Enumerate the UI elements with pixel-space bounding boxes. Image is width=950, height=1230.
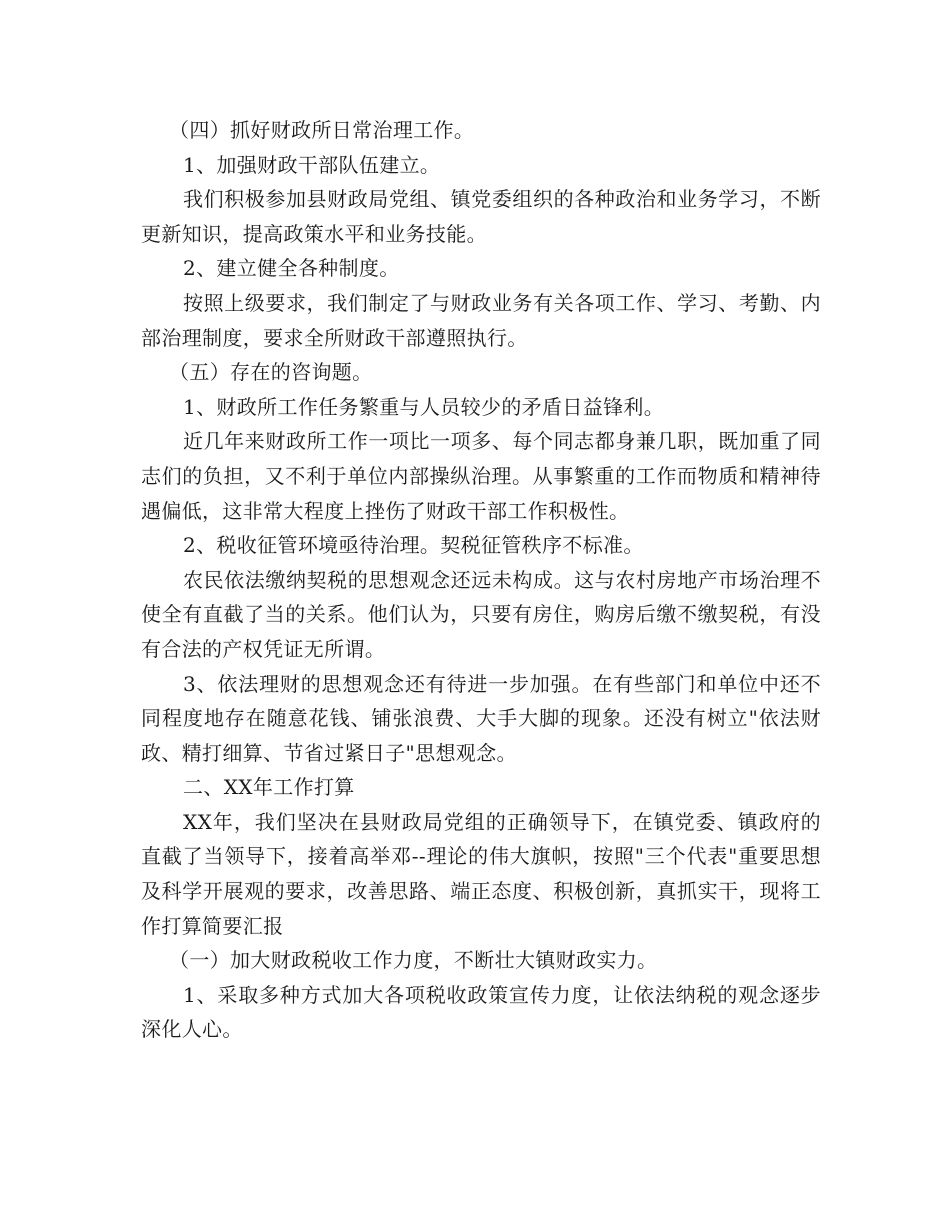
paragraph: 3、依法理财的思想观念还有待进一步加强。在有些部门和单位中还不同程度地存在随意花钱、铺张浪费、大手大脚的现象。还没有树立"依法财政、精打细算、节省过紧日子"思想观念。 xyxy=(141,671,821,765)
paragraph-section-heading: （一）加大财政税收工作力度，不断壮大镇财政实力。 xyxy=(169,948,658,973)
paragraph: 1、采取多种方式加大各项税收政策宣传力度，让依法纳税的观念逐步深化人心。 xyxy=(141,982,821,1042)
paragraph-section-heading: （四）抓好财政所日常治理工作。 xyxy=(169,118,475,142)
paragraph: XX年，我们坚决在县财政局党组的正确领导下，在镇党委、镇政府的直截了当领导下，接着高举邓--理论的伟大旗帜，按照"三个代表"重要思想及科学开展观的要求，改善思路、端正态度、积极创新，真抓实干，现将工作打算简要汇报 xyxy=(141,809,821,938)
paragraph: 按照上级要求，我们制定了与财政业务有关各项工作、学习、考勤、内部治理制度，要求全所财政干部遵照执行。 xyxy=(141,290,821,350)
paragraph-subheading: 1、加强财政干部队伍建立。 xyxy=(183,152,441,177)
paragraph: 农民依法缴纳契税的思想观念还远未构成。这与农村房地产市场治理不使全有直截了当的关系。他们认为，只要有房住，购房后缴不缴契税，有没有合法的产权凭证无所谓。 xyxy=(141,567,821,661)
paragraph-subheading: 2、税收征管环境亟待治理。契税征管秩序不标准。 xyxy=(183,533,644,558)
paragraph-subheading: 1、财政所工作任务繁重与人员较少的矛盾日益锋利。 xyxy=(183,394,665,419)
paragraph: 我们积极参加县财政局党组、镇党委组织的各种政治和业务学习，不断更新知识，提高政策水平和业务技能。 xyxy=(141,187,821,246)
paragraph-section-heading: 二、XX年工作打算 xyxy=(183,775,355,800)
paragraph-section-heading: （五）存在的咨询题。 xyxy=(169,360,373,385)
document-body xyxy=(141,113,821,1047)
paragraph-subheading: 2、建立健全各种制度。 xyxy=(183,256,400,281)
paragraph: 近几年来财政所工作一项比一项多、每个同志都身兼几职，既加重了同志们的负担，又不利于单位内部操纵治理。从事繁重的工作而物质和精神待遇偏低，这非常大程度上挫伤了财政干部工作积极性。 xyxy=(141,429,821,523)
